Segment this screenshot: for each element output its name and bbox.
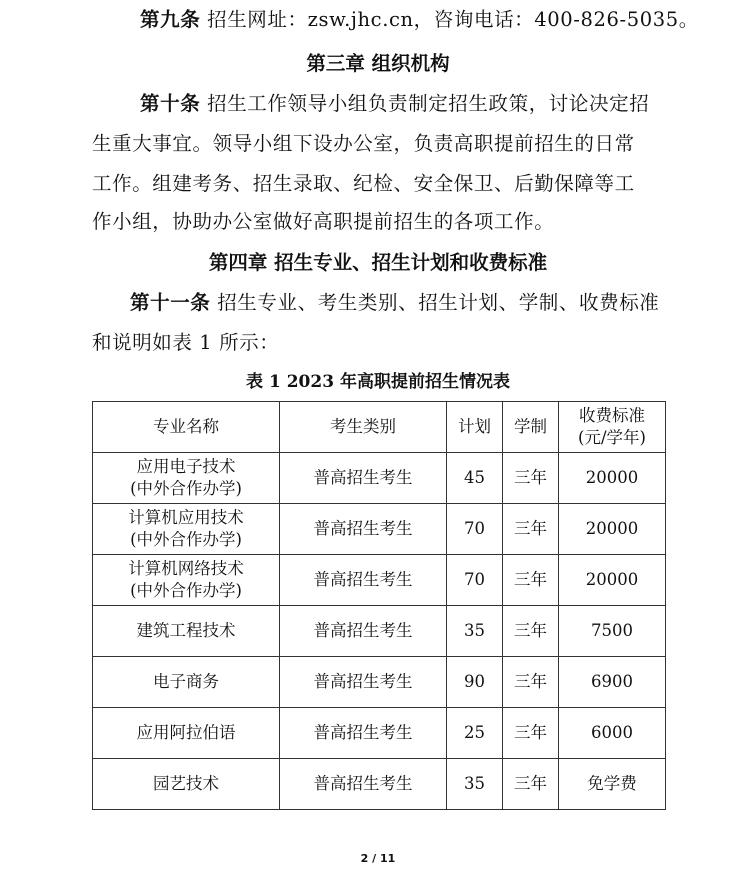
cell-plan: 70 [447, 504, 503, 555]
chapter-3-heading: 第三章 组织机构 [306, 52, 450, 75]
cell-duration: 三年 [503, 657, 559, 708]
article-10-line-4: 作小组，协助办公室做好高职提前招生的各项工作。 [92, 210, 555, 233]
cell-category: 普高招生考生 [280, 708, 447, 759]
article-10-line-3: 工作。组建考务、招生录取、纪检、安全保卫、后勤保障等工 [92, 172, 635, 195]
article-9-text: 招生网址：zsw.jhc.cn，咨询电话：400-826-5035。 [200, 8, 699, 31]
header-plan: 计划 [447, 402, 503, 453]
cell-fee: 20000 [559, 555, 666, 606]
cell-major [93, 453, 280, 504]
article-10-label: 第十条 [140, 92, 201, 115]
cell-category: 普高招生考生 [280, 606, 447, 657]
cell-plan: 25 [447, 708, 503, 759]
cell-fee: 7500 [559, 606, 666, 657]
table-row [93, 759, 666, 810]
major-note: (中外合作办学) [130, 530, 242, 549]
cell-duration: 三年 [503, 504, 559, 555]
cell-duration: 三年 [503, 606, 559, 657]
article-11-line-2: 和说明如表 1 所示： [92, 331, 280, 354]
page-number: 2 / 11 [360, 852, 396, 865]
major-note: (中外合作办学) [130, 581, 242, 600]
major-note: (中外合作办学) [130, 479, 242, 498]
article-9-line [140, 7, 712, 33]
article-10-line-1 [140, 91, 712, 117]
cell-major [93, 555, 280, 606]
article-10-text-1: 招生工作领导小组负责制定招生政策，讨论决定招 [200, 92, 650, 115]
cell-duration: 三年 [503, 555, 559, 606]
cell-duration: 三年 [503, 759, 559, 810]
header-category: 考生类别 [280, 402, 447, 453]
article-11-line-1 [130, 290, 702, 316]
cell-fee: 6900 [559, 657, 666, 708]
cell-category: 普高招生考生 [280, 555, 447, 606]
article-10-line-2: 生重大事宜。领导小组下设办公室，负责高职提前招生的日常 [92, 132, 635, 155]
cell-major: 建筑工程技术 [93, 606, 280, 657]
table-row [93, 606, 666, 657]
table-row [93, 504, 666, 555]
cell-major: 电子商务 [93, 657, 280, 708]
enrollment-plan-table [92, 401, 666, 810]
cell-category: 普高招生考生 [280, 759, 447, 810]
header-duration: 学制 [503, 402, 559, 453]
major-name: 计算机网络技术 [128, 559, 244, 578]
header-fee-line-2: (元/学年) [578, 428, 646, 447]
table-row [93, 657, 666, 708]
chapter-4-heading: 第四章 招生专业、招生计划和收费标准 [208, 251, 548, 274]
cell-fee: 免学费 [559, 759, 666, 810]
cell-major: 应用阿拉伯语 [93, 708, 280, 759]
cell-category: 普高招生考生 [280, 657, 447, 708]
table-caption: 表 1 2023 年高职提前招生情况表 [246, 372, 510, 392]
cell-fee: 20000 [559, 504, 666, 555]
cell-major: 园艺技术 [93, 759, 280, 810]
cell-duration: 三年 [503, 708, 559, 759]
cell-plan: 45 [447, 453, 503, 504]
cell-plan: 35 [447, 759, 503, 810]
table-header-row [93, 402, 666, 453]
table-row [93, 555, 666, 606]
article-11-text-1: 招生专业、考生类别、招生计划、学制、收费标准 [210, 291, 660, 314]
header-major: 专业名称 [93, 402, 280, 453]
article-11-label: 第十一条 [130, 291, 211, 314]
major-name: 计算机应用技术 [128, 508, 244, 527]
cell-duration: 三年 [503, 453, 559, 504]
cell-plan: 90 [447, 657, 503, 708]
header-fee-line-1: 收费标准 [579, 406, 645, 425]
major-name: 应用电子技术 [136, 457, 236, 476]
table-row [93, 453, 666, 504]
cell-fee: 20000 [559, 453, 666, 504]
cell-category: 普高招生考生 [280, 453, 447, 504]
cell-category: 普高招生考生 [280, 504, 447, 555]
cell-plan: 35 [447, 606, 503, 657]
table-row [93, 708, 666, 759]
cell-major [93, 504, 280, 555]
cell-plan: 70 [447, 555, 503, 606]
header-fee [559, 402, 666, 453]
cell-fee: 6000 [559, 708, 666, 759]
article-9-label: 第九条 [140, 8, 201, 31]
